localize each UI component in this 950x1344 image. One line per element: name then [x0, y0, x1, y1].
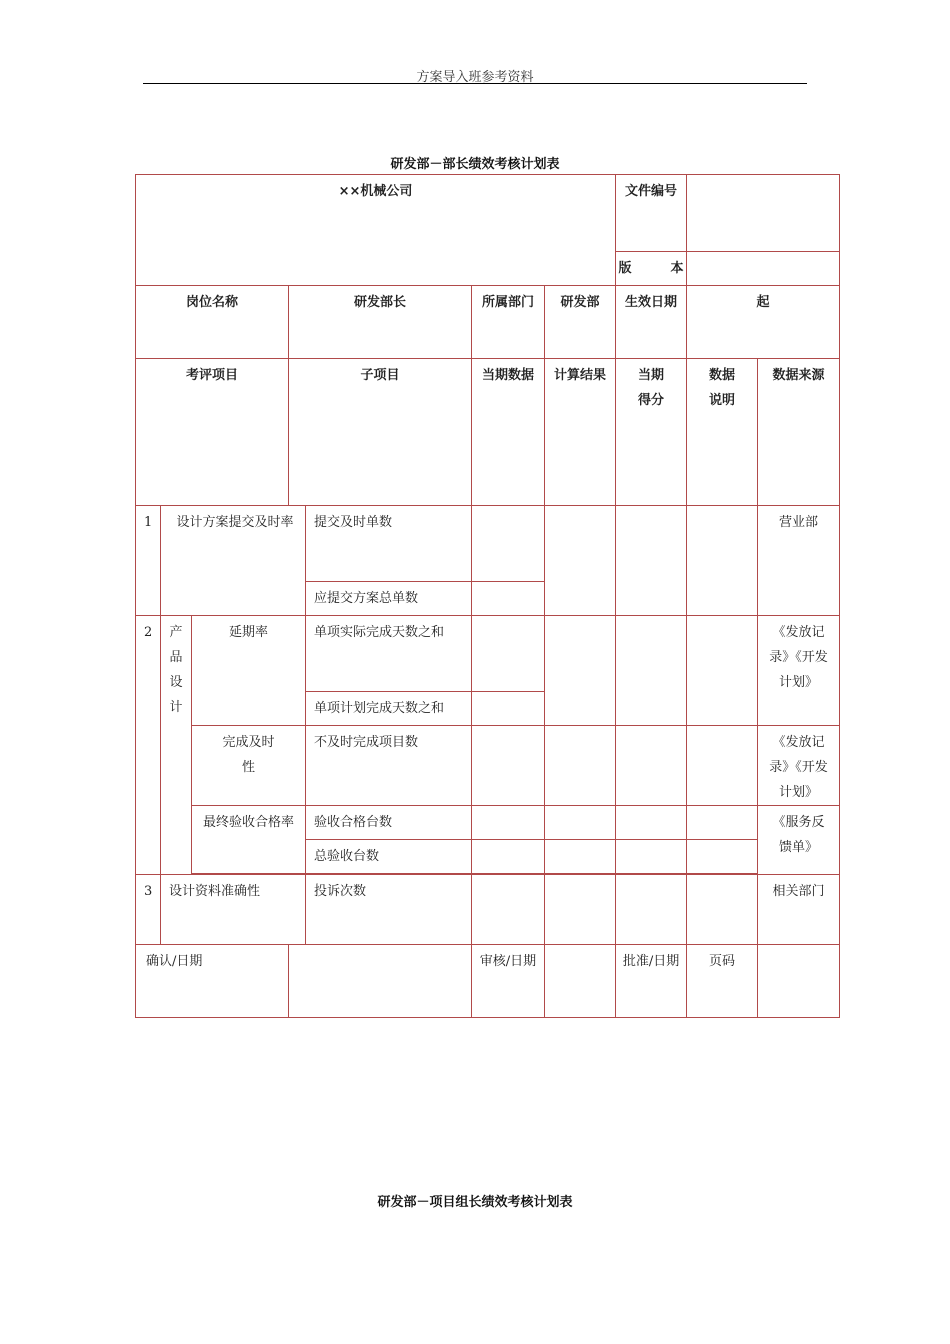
- confirm-date-label: 确认/日期: [136, 945, 289, 1018]
- col-header-item: 考评项目: [136, 359, 289, 506]
- review-date-label: 审核/日期: [472, 945, 545, 1018]
- company-name: ××机械公司: [136, 175, 616, 286]
- col-header-score: 当期得分: [616, 359, 687, 506]
- row2c-sub2: 总验收台数: [306, 840, 472, 874]
- row2c-sub2-desc: [687, 840, 758, 874]
- row3-score: [616, 875, 687, 945]
- row1-desc: [687, 506, 758, 616]
- row1-sub2: 应提交方案总单数: [306, 582, 472, 616]
- row2b-current: [472, 726, 545, 806]
- dept-label: 所属部门: [472, 286, 545, 359]
- col-header-source: 数据来源: [758, 359, 840, 506]
- row2b-sub: 不及时完成项目数: [306, 726, 472, 806]
- row2c-sub1-score: [616, 806, 687, 840]
- row2c-sub1-calc: [545, 806, 616, 840]
- row2-group: 产品设计: [161, 616, 192, 875]
- row2-number: 2: [136, 616, 161, 875]
- version-label: 版 本: [616, 252, 687, 286]
- row2a-item: 延期率: [192, 616, 306, 726]
- row3-calc: [545, 875, 616, 945]
- row1-item: 设计方案提交及时率: [161, 506, 306, 616]
- row1-number: 1: [136, 506, 161, 616]
- row2b-score: [616, 726, 687, 806]
- row1-sub1-current: [472, 506, 545, 582]
- row2a-sub1-current: [472, 616, 545, 692]
- dept-value: 研发部: [545, 286, 616, 359]
- version-value: [687, 252, 840, 286]
- header-rule: [143, 83, 807, 84]
- row1-score: [616, 506, 687, 616]
- row2b-item: 完成及时性: [192, 726, 306, 806]
- row3-sub: 投诉次数: [306, 875, 472, 945]
- row1-sub1: 提交及时单数: [306, 506, 472, 582]
- table-title: 研发部－部长绩效考核计划表: [390, 157, 560, 172]
- row1-calc: [545, 506, 616, 616]
- confirm-date-value: [289, 945, 472, 1018]
- post-value: 研发部长: [289, 286, 472, 359]
- page-header: 方案导入班参考资料: [416, 70, 534, 85]
- row2b-desc: [687, 726, 758, 806]
- row3-desc: [687, 875, 758, 945]
- col-header-calc: 计算结果: [545, 359, 616, 506]
- page-number-label: 页码: [687, 945, 758, 1018]
- effective-date-label: 生效日期: [616, 286, 687, 359]
- row2c-source: 《服务反馈单》: [758, 806, 840, 875]
- row2c-sub2-current: [472, 840, 545, 874]
- row2b-source: 《发放记录》《开发计划》: [758, 726, 840, 806]
- row2a-sub2-current: [472, 692, 545, 726]
- doc-number-value: [687, 175, 840, 252]
- row2a-score: [616, 616, 687, 726]
- row2c-sub2-score: [616, 840, 687, 874]
- row1-sub2-current: [472, 582, 545, 616]
- evaluation-table: [135, 174, 840, 1018]
- effective-date-value: 起: [687, 286, 840, 359]
- row2c-sub1: 验收合格台数: [306, 806, 472, 840]
- row3-source: 相关部门: [758, 875, 840, 945]
- approve-date-label: 批准/日期: [616, 945, 687, 1018]
- review-date-value: [545, 945, 616, 1018]
- col-header-current: 当期数据: [472, 359, 545, 506]
- row3-number: 3: [136, 875, 161, 945]
- row3-current: [472, 875, 545, 945]
- row3-item: 设计资料准确性: [161, 875, 306, 945]
- post-label: 岗位名称: [136, 286, 289, 359]
- row2a-sub2: 单项计划完成天数之和: [306, 692, 472, 726]
- next-table-title: 研发部－项目组长绩效考核计划表: [377, 1195, 573, 1210]
- doc-number-label: 文件编号: [616, 175, 687, 252]
- row2a-calc: [545, 616, 616, 726]
- row2c-sub1-desc: [687, 806, 758, 840]
- col-header-sub: 子项目: [289, 359, 472, 506]
- row2a-desc: [687, 616, 758, 726]
- row2c-item: 最终验收合格率: [192, 806, 306, 874]
- row1-source: 营业部: [758, 506, 840, 616]
- page-number-value: [758, 945, 840, 1018]
- row2b-calc: [545, 726, 616, 806]
- row2c-sub1-current: [472, 806, 545, 840]
- row2a-source: 《发放记录》《开发计划》: [758, 616, 840, 726]
- col-header-desc: 数据说明: [687, 359, 758, 506]
- row2a-sub1: 单项实际完成天数之和: [306, 616, 472, 692]
- row2c-sub2-calc: [545, 840, 616, 874]
